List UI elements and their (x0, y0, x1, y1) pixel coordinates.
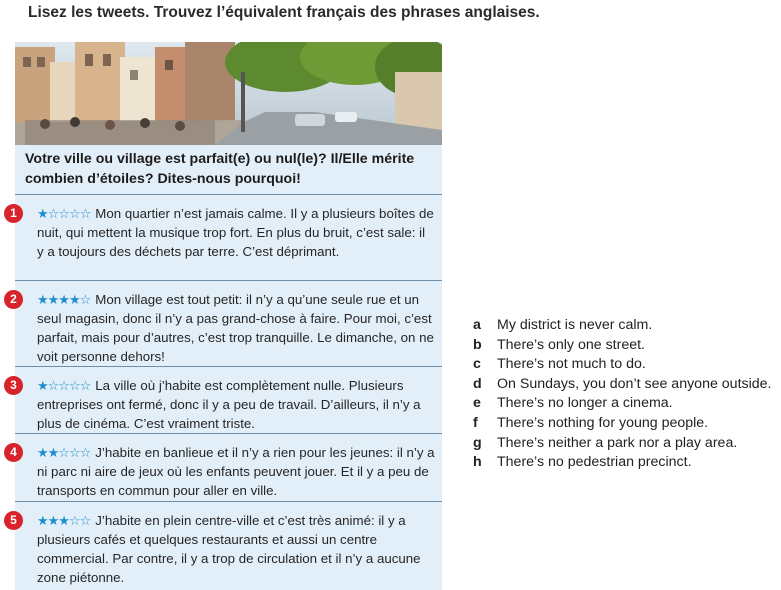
street-photo (15, 42, 442, 145)
prompt-question: Votre ville ou village est parfait(e) ou nul(le)? Il/Elle mérite combien d’étoiles? Dites-nous pourquoi! (25, 151, 415, 187)
answer-item (473, 375, 773, 395)
answer-text: There’s only one street. (497, 336, 645, 353)
answer-text: My district is never calm. (497, 317, 653, 333)
tweet-text (37, 511, 435, 587)
tweet-number-badge: 4 (4, 443, 23, 462)
tweet-number-badge: 5 (4, 511, 23, 530)
tweet-3 (15, 366, 442, 434)
answer-item (473, 453, 773, 473)
answer-text: There’s neither a park nor a play area. (497, 434, 738, 451)
tweet-body: J’habite en banlieue et il n’y a rien pour les jeunes: il n’y a ni parc ni aire de jeux où les enfants peuvent jouer. Et il y a peu de transports en commun pour aller en ville. (37, 445, 435, 498)
answer-letter: g (473, 434, 482, 451)
star-rating: ★☆☆☆☆ (37, 206, 91, 221)
answer-item (473, 355, 773, 375)
answer-text: There’s no pedestrian precinct. (497, 454, 692, 471)
tweet-text (37, 443, 435, 500)
answers-list (473, 316, 773, 473)
star-rating: ★★★☆☆ (37, 513, 91, 528)
tweet-2 (15, 280, 442, 367)
tweet-number-badge: 1 (4, 204, 23, 223)
instruction-heading: Lisez les tweets. Trouvez l’équivalent français des phrases anglaises. (28, 4, 540, 21)
star-rating: ★★☆☆☆ (37, 445, 91, 460)
tweet-1 (15, 194, 442, 281)
answer-text: There’s not much to do. (497, 356, 646, 373)
answer-text: On Sundays, you don’t see anyone outside. (497, 375, 772, 392)
star-rating: ★☆☆☆☆ (37, 378, 91, 393)
tweet-5 (15, 501, 442, 590)
answer-letter: b (473, 336, 482, 353)
tweet-body: Mon quartier n’est jamais calme. Il y a plusieurs boîtes de nuit, qui mettent la musique trop fort. En plus du bruit, c’est sale: il y a toujours des déchets par terre. C’est déprimant. (37, 206, 434, 259)
answer-item (473, 414, 773, 434)
tweet-number-badge: 2 (4, 290, 23, 309)
tweet-text (37, 376, 435, 433)
tweet-body: Mon village est tout petit: il n’y a qu’une seule rue et un seul magasin, donc il n’y a pas grand-chose à faire. Pour moi, c’est parfait, mais pour d’autres, c’est trop tranquille. Le dimanche, on ne voit personne dehors! (37, 292, 434, 364)
answer-letter: a (473, 317, 481, 333)
answer-text: There’s nothing for young people. (497, 414, 709, 431)
tweets-panel (15, 42, 442, 590)
tweet-text (37, 204, 435, 261)
answer-item (473, 316, 773, 336)
tweet-text (37, 290, 435, 366)
answer-item (473, 336, 773, 356)
tweet-4 (15, 433, 442, 502)
answer-letter: c (473, 356, 481, 373)
tweet-body: La ville où j’habite est complètement nulle. Plusieurs entreprises ont fermé, donc il y a peu de travail. D’ailleurs, il n’y a plus de cinéma. C’est vraiment triste. (37, 378, 421, 431)
answer-item (473, 434, 773, 454)
answer-letter: f (473, 414, 478, 431)
tweet-body: J’habite en plein centre-ville et c’est très animé: il y a plusieurs cafés et quelques restaurants et aussi un centre commercial. Par contre, il y a trop de circulation et il n’y a aucune zone piétonne. (37, 513, 421, 585)
tweet-number-badge: 3 (4, 376, 23, 395)
star-rating: ★★★★☆ (37, 292, 91, 307)
answer-letter: h (473, 454, 482, 471)
answer-letter: d (473, 375, 482, 392)
answer-letter: e (473, 395, 481, 412)
answer-item (473, 394, 773, 414)
answer-text: There’s no longer a cinema. (497, 395, 673, 412)
